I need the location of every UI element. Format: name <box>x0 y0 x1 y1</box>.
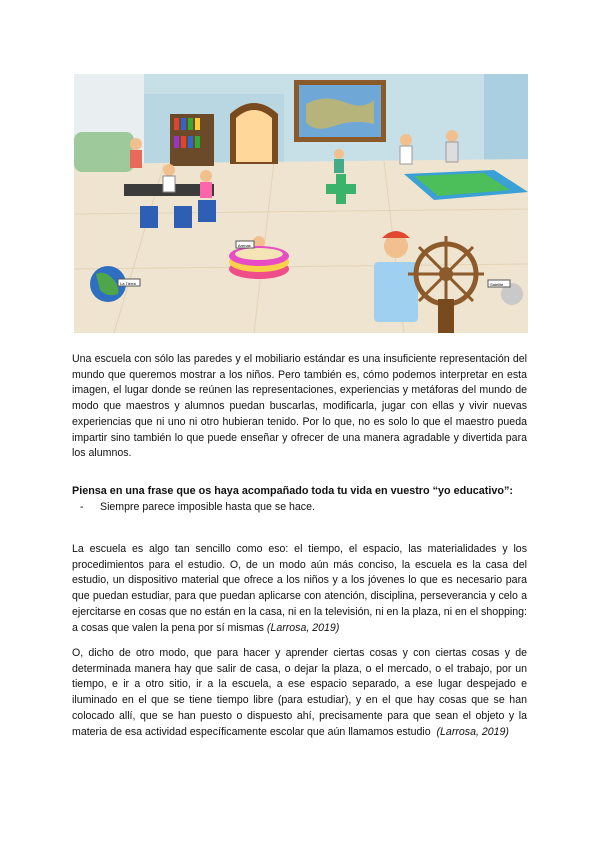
globe-label: La Tierra <box>120 281 136 286</box>
body-paragraph-1-text: La escuela es algo tan sencillo como eso: el tiempo, el espacio, las materialidades y los procedimientos para el estudio. O, de un modo aún más conciso, la escuela es la casa del estudio, un dispositivo material que ofrece a los niños y a los jóvenes lo que es necesario para que puedan estudiar, para que puedan aplicarse con atención, disciplina, perseverancia y celo a ejercitarse en cosas que no están en la casa, ni en la televisión, ni en la plaza, ni en el shopping: a cosas que valen la pena por sí mismas <box>72 543 527 634</box>
citation: (Larrosa, 2019) <box>436 725 509 738</box>
answer-text: Siempre parece imposible hasta que se hace. <box>100 501 315 513</box>
classroom-illustration <box>74 74 528 333</box>
pool-label: Arenas <box>238 243 251 248</box>
moon-label: Satélite <box>490 282 504 287</box>
citation: (Larrosa, 2019) <box>266 621 340 634</box>
question-heading: Piensa en una frase que os haya acompañado toda tu vida en vuestro “yo educativo”: <box>72 485 513 497</box>
answer-list-item <box>80 501 315 513</box>
body-paragraph-2-text: O, dicho de otro modo, que para hacer y aprender ciertas cosas y con ciertas cosas y de determinada manera hay que salir de casa, o dejar la plaza, o el mercado, o el trabajo, por un tiempo, e ir a otro sitio, ir a la escuela, a ese espacio separado, a ese lugar despejado e iluminado en el que se tiene tiempo libre (para estudiar), y en el que hay cosas que se han colocado allí, que se han puesto o dispuesto ahí, precisamente para que sean el objeto y la materia de esa actividad específicamente escolar que aún llamamos estudio <box>72 647 527 738</box>
intro-paragraph: Una escuela con sólo las paredes y el mobiliario estándar es una insuficiente representación del mundo que queremos mostrar a los niños. Pero también es, cómo podemos interpretar en esta imagen, el lugar donde se reúnen las representaciones, experiencias y metáforas del mundo de modo que maestros y alumnos puedan buscarlas, modificarla, jugar con ellas y vivir nuevas experiencias que ni uno ni otro hubieran tenido. Por lo que, no es solo lo que el maestro pueda impartir sino también lo que puede enseñar y ofrecer de una manera agradable y divertida para los alumnos. <box>72 353 527 460</box>
body-paragraph-2 <box>72 646 527 740</box>
list-bullet: - <box>80 501 84 513</box>
body-paragraph-1 <box>72 542 527 636</box>
